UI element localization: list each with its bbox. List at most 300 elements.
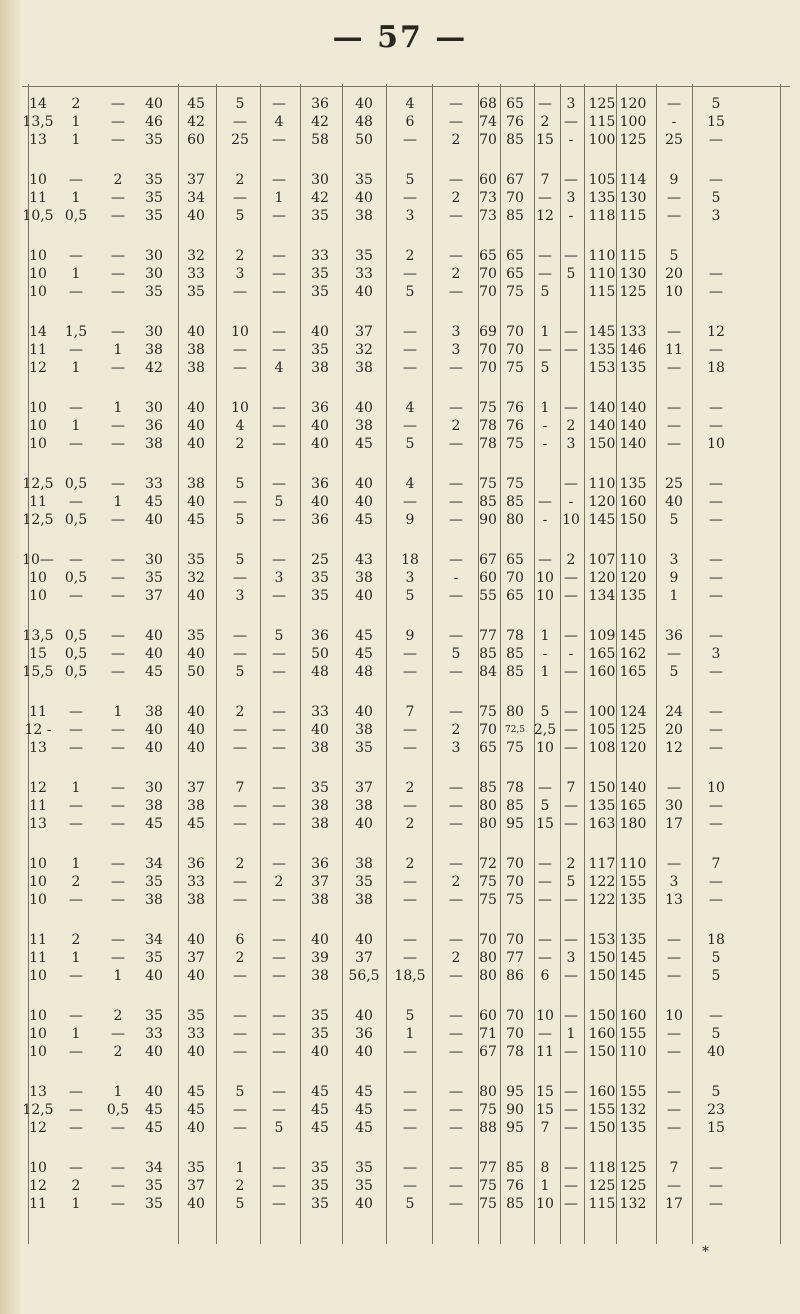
table-cell: — bbox=[564, 932, 578, 948]
table-cell: — bbox=[564, 704, 578, 720]
table-cell: — bbox=[449, 284, 463, 300]
column-rule bbox=[616, 84, 617, 1244]
table-cell: — bbox=[709, 266, 723, 282]
table-cell: 110 bbox=[619, 552, 647, 568]
table-cell: 5 bbox=[235, 208, 245, 224]
table-cell: 36 bbox=[311, 96, 329, 112]
table-cell: — bbox=[449, 816, 463, 832]
table-cell: 1,5 bbox=[64, 324, 88, 340]
table-cell: 38 bbox=[355, 360, 373, 376]
table-cell: 5 bbox=[711, 968, 721, 984]
table-cell: — bbox=[564, 114, 578, 130]
table-cell: 1 bbox=[113, 400, 123, 416]
table-cell: 13,5 bbox=[22, 628, 54, 644]
table-cell: — bbox=[69, 552, 83, 568]
table-cell: — bbox=[69, 494, 83, 510]
table-cell: 38 bbox=[187, 892, 205, 908]
column-rule bbox=[656, 84, 657, 1244]
table-cell: 10 bbox=[707, 780, 725, 796]
table-cell: 12 bbox=[665, 740, 683, 756]
table-cell: 10 bbox=[29, 400, 47, 416]
table-cell: — bbox=[449, 1102, 463, 1118]
table-cell: — bbox=[403, 892, 417, 908]
table-cell: 38 bbox=[311, 360, 329, 376]
table-cell: — bbox=[272, 892, 286, 908]
table-cell: — bbox=[667, 418, 681, 434]
table-cell: 7 bbox=[566, 780, 576, 796]
table-cell: — bbox=[233, 892, 247, 908]
table-cell: 18 bbox=[707, 360, 725, 376]
table-cell: - bbox=[542, 512, 548, 528]
table-cell: 0,5 bbox=[64, 628, 88, 644]
table-cell: — bbox=[69, 1084, 83, 1100]
table-cell: 72,5 bbox=[504, 725, 526, 735]
table-cell: 33 bbox=[311, 248, 329, 264]
table-cell: 32 bbox=[187, 248, 205, 264]
table-cell: — bbox=[449, 1008, 463, 1024]
table-cell: 35 bbox=[355, 1160, 373, 1176]
table-cell: 69 bbox=[479, 324, 497, 340]
table-cell: - bbox=[671, 114, 677, 130]
table-cell: — bbox=[449, 96, 463, 112]
table-cell: — bbox=[403, 324, 417, 340]
table-cell: 70 bbox=[479, 342, 497, 358]
table-cell: 15,5 bbox=[22, 664, 54, 680]
table-cell: — bbox=[564, 1196, 578, 1212]
table-cell: 40 bbox=[187, 1044, 205, 1060]
table-cell: 10 bbox=[29, 172, 47, 188]
table-cell: 85 bbox=[479, 780, 497, 796]
table-cell: 85 bbox=[506, 1160, 524, 1176]
table-cell: 25 bbox=[665, 476, 683, 492]
table-cell: 35 bbox=[145, 570, 163, 586]
table-cell: — bbox=[111, 780, 125, 796]
table-cell: 100 bbox=[619, 114, 647, 130]
table-cell: 12,5 bbox=[22, 512, 54, 528]
table-cell: 45 bbox=[187, 816, 205, 832]
table-cell: 42 bbox=[145, 360, 163, 376]
table-cell: 40 bbox=[665, 494, 683, 510]
table-cell: 38 bbox=[187, 476, 205, 492]
table-cell: — bbox=[449, 512, 463, 528]
table-cell: — bbox=[272, 552, 286, 568]
table-cell: — bbox=[69, 798, 83, 814]
table-cell: 75 bbox=[479, 1102, 497, 1118]
table-cell: — bbox=[403, 722, 417, 738]
table-cell: 10 bbox=[29, 1026, 47, 1042]
column-rule bbox=[178, 84, 179, 1244]
table-cell: 3 bbox=[669, 552, 679, 568]
table-cell: 7 bbox=[540, 1120, 550, 1136]
table-cell: — bbox=[111, 892, 125, 908]
table-cell: 2 bbox=[451, 132, 461, 148]
table-cell: 3 bbox=[711, 646, 721, 662]
table-cell: 35 bbox=[355, 740, 373, 756]
table-cell: — bbox=[449, 892, 463, 908]
table-cell: 140 bbox=[619, 400, 647, 416]
table-cell: 38 bbox=[187, 798, 205, 814]
table-cell: — bbox=[233, 494, 247, 510]
table-cell: 12 bbox=[29, 1178, 47, 1194]
table-cell: 145 bbox=[588, 512, 616, 528]
table-cell: 115 bbox=[619, 248, 647, 264]
table-cell: — bbox=[111, 588, 125, 604]
table-cell: — bbox=[233, 646, 247, 662]
table-cell: 70 bbox=[506, 190, 524, 206]
table-cell: 100 bbox=[588, 132, 616, 148]
table-cell: 5 bbox=[540, 798, 550, 814]
table-cell: — bbox=[69, 740, 83, 756]
table-cell: 10 bbox=[231, 324, 249, 340]
table-cell: — bbox=[709, 400, 723, 416]
table-cell: 76 bbox=[506, 418, 524, 434]
table-cell: 1 bbox=[540, 664, 550, 680]
table-cell: 0,5 bbox=[106, 1102, 130, 1118]
table-cell: 1 bbox=[113, 1084, 123, 1100]
table-cell: 4 bbox=[405, 476, 415, 492]
table-cell: 74 bbox=[479, 114, 497, 130]
table-cell: 13 bbox=[29, 740, 47, 756]
table-cell: — bbox=[667, 436, 681, 452]
table-cell: — bbox=[709, 418, 723, 434]
table-cell: — bbox=[272, 172, 286, 188]
table-cell: — bbox=[709, 132, 723, 148]
table-cell: 35 bbox=[311, 1196, 329, 1212]
table-cell: 56,5 bbox=[348, 968, 380, 984]
table-cell: 180 bbox=[619, 816, 647, 832]
table-cell: 73 bbox=[479, 208, 497, 224]
table-cell: — bbox=[564, 968, 578, 984]
table-cell: 0,5 bbox=[64, 476, 88, 492]
table-cell: 30 bbox=[145, 248, 163, 264]
table-cell: 150 bbox=[588, 968, 616, 984]
table-cell: — bbox=[233, 342, 247, 358]
table-cell: 20 bbox=[665, 722, 683, 738]
table-cell: 11 bbox=[29, 342, 47, 358]
table-cell: 135 bbox=[619, 360, 647, 376]
table-cell: 5 bbox=[669, 248, 679, 264]
table-cell: — bbox=[449, 704, 463, 720]
table-cell: — bbox=[111, 628, 125, 644]
table-cell: 12 - bbox=[24, 722, 52, 738]
table-cell: — bbox=[233, 284, 247, 300]
table-cell: — bbox=[272, 968, 286, 984]
table-cell: 35 bbox=[145, 132, 163, 148]
table-cell: 38 bbox=[311, 740, 329, 756]
table-cell: — bbox=[111, 950, 125, 966]
table-cell: 30 bbox=[665, 798, 683, 814]
table-cell: 40 bbox=[145, 96, 163, 112]
table-cell: — bbox=[111, 1160, 125, 1176]
column-rule bbox=[692, 84, 693, 1244]
table-cell: 75 bbox=[506, 740, 524, 756]
table-cell: 48 bbox=[311, 664, 329, 680]
table-cell: 80 bbox=[506, 512, 524, 528]
table-cell: 107 bbox=[588, 552, 616, 568]
table-cell: 80 bbox=[479, 950, 497, 966]
table-cell: 14 bbox=[29, 324, 47, 340]
table-cell: — bbox=[564, 324, 578, 340]
table-cell: 40 bbox=[311, 494, 329, 510]
table-cell: 76 bbox=[506, 114, 524, 130]
table-cell: 110 bbox=[588, 248, 616, 264]
table-cell: 1 bbox=[71, 856, 81, 872]
table-cell: — bbox=[449, 208, 463, 224]
table-cell: — bbox=[538, 342, 552, 358]
table-cell: 5 bbox=[540, 284, 550, 300]
table-cell: 86 bbox=[506, 968, 524, 984]
table-cell: 75 bbox=[506, 436, 524, 452]
table-cell: — bbox=[111, 208, 125, 224]
table-cell: 42 bbox=[311, 114, 329, 130]
table-cell: 3 bbox=[451, 324, 461, 340]
table-cell: — bbox=[449, 1196, 463, 1212]
table-cell: 2 bbox=[235, 704, 245, 720]
table-cell: 163 bbox=[588, 816, 616, 832]
table-cell: 10 bbox=[29, 874, 47, 890]
table-cell: 35 bbox=[145, 284, 163, 300]
table-cell: 10 bbox=[665, 284, 683, 300]
table-cell: 75 bbox=[479, 892, 497, 908]
table-cell: 70 bbox=[506, 1008, 524, 1024]
table-cell: 30 bbox=[145, 324, 163, 340]
table-cell: 45 bbox=[355, 1102, 373, 1118]
table-cell: — bbox=[69, 284, 83, 300]
table-cell: — bbox=[449, 494, 463, 510]
table-cell: — bbox=[449, 436, 463, 452]
table-cell: 115 bbox=[588, 114, 616, 130]
table-cell: 45 bbox=[145, 494, 163, 510]
table-cell: 45 bbox=[145, 1102, 163, 1118]
table-cell: — bbox=[272, 704, 286, 720]
table-cell: 35 bbox=[145, 172, 163, 188]
table-cell: 11 bbox=[29, 190, 47, 206]
table-cell: 2 bbox=[235, 1178, 245, 1194]
table-cell: 35 bbox=[145, 1196, 163, 1212]
table-cell: — bbox=[709, 552, 723, 568]
table-cell: 0,5 bbox=[64, 512, 88, 528]
table-cell: — bbox=[272, 208, 286, 224]
table-cell: 40 bbox=[355, 476, 373, 492]
table-cell: 95 bbox=[506, 1084, 524, 1100]
table-cell: — bbox=[709, 628, 723, 644]
table-cell: 1 bbox=[235, 1160, 245, 1176]
table-cell: 2 bbox=[113, 172, 123, 188]
table-cell: — bbox=[538, 932, 552, 948]
table-cell: — bbox=[403, 950, 417, 966]
table-cell: 135 bbox=[588, 190, 616, 206]
table-cell: — bbox=[69, 1008, 83, 1024]
table-cell: 40 bbox=[187, 400, 205, 416]
table-cell: 35 bbox=[311, 588, 329, 604]
table-cell: — bbox=[69, 1160, 83, 1176]
table-cell: 78 bbox=[506, 780, 524, 796]
table-cell: 7 bbox=[405, 704, 415, 720]
table-cell: 85 bbox=[506, 208, 524, 224]
table-cell: 70 bbox=[506, 874, 524, 890]
table-cell: 135 bbox=[619, 892, 647, 908]
table-cell: 35 bbox=[311, 570, 329, 586]
table-cell: — bbox=[111, 740, 125, 756]
table-cell: 15 bbox=[707, 114, 725, 130]
table-cell: 140 bbox=[619, 436, 647, 452]
table-cell: — bbox=[709, 284, 723, 300]
table-cell: — bbox=[449, 1084, 463, 1100]
table-cell: 10 bbox=[29, 968, 47, 984]
table-cell: — bbox=[233, 722, 247, 738]
table-cell: 2 bbox=[71, 1178, 81, 1194]
table-cell: — bbox=[709, 476, 723, 492]
table-cell: 40 bbox=[355, 190, 373, 206]
table-cell: 5 bbox=[669, 664, 679, 680]
table-cell: 36 bbox=[311, 512, 329, 528]
table-cell: 60 bbox=[479, 1008, 497, 1024]
table-cell: — bbox=[69, 968, 83, 984]
table-cell: 117 bbox=[588, 856, 616, 872]
table-cell: 140 bbox=[619, 780, 647, 796]
table-cell: 2 bbox=[451, 266, 461, 282]
table-cell: 3 bbox=[566, 96, 576, 112]
table-cell: — bbox=[272, 436, 286, 452]
table-cell: 20 bbox=[665, 266, 683, 282]
table-cell: — bbox=[272, 132, 286, 148]
table-cell: 5 bbox=[235, 512, 245, 528]
table-cell: 5 bbox=[274, 1120, 284, 1136]
table-cell: 2 bbox=[235, 950, 245, 966]
footnote-mark: * bbox=[702, 1244, 709, 1260]
table-cell: — bbox=[538, 552, 552, 568]
table-cell: 34 bbox=[187, 190, 205, 206]
table-cell: 0,5 bbox=[64, 664, 88, 680]
table-cell: — bbox=[667, 1102, 681, 1118]
table-cell: 50 bbox=[311, 646, 329, 662]
table-cell: 12,5 bbox=[22, 476, 54, 492]
table-cell: — bbox=[538, 892, 552, 908]
table-cell: — bbox=[69, 588, 83, 604]
table-cell: — bbox=[564, 342, 578, 358]
table-cell: 40 bbox=[311, 418, 329, 434]
table-cell: 10 bbox=[562, 512, 580, 528]
table-cell: 35 bbox=[311, 1008, 329, 1024]
table-cell: — bbox=[538, 874, 552, 890]
table-cell: — bbox=[272, 248, 286, 264]
table-cell: 40 bbox=[187, 722, 205, 738]
table-cell: — bbox=[667, 1120, 681, 1136]
table-cell: 160 bbox=[588, 664, 616, 680]
table-cell: 35 bbox=[145, 950, 163, 966]
table-cell: — bbox=[564, 1084, 578, 1100]
table-cell: 155 bbox=[619, 1026, 647, 1042]
table-cell: — bbox=[111, 284, 125, 300]
table-cell: — bbox=[403, 1178, 417, 1194]
table-cell: — bbox=[111, 798, 125, 814]
table-cell: — bbox=[233, 114, 247, 130]
table-cell: 5 bbox=[235, 1084, 245, 1100]
table-cell: — bbox=[449, 856, 463, 872]
table-cell: — bbox=[272, 284, 286, 300]
table-cell: 3 bbox=[405, 570, 415, 586]
table-cell: 150 bbox=[588, 436, 616, 452]
table-cell: — bbox=[233, 570, 247, 586]
table-cell: 100 bbox=[588, 704, 616, 720]
table-cell: 65 bbox=[479, 248, 497, 264]
table-cell: 40 bbox=[187, 1120, 205, 1136]
table-cell: 35 bbox=[311, 1160, 329, 1176]
table-cell: 140 bbox=[588, 400, 616, 416]
table-cell: 10 bbox=[29, 588, 47, 604]
table-cell: 37 bbox=[187, 172, 205, 188]
table-cell: 80 bbox=[479, 1084, 497, 1100]
table-cell: 38 bbox=[145, 436, 163, 452]
table-cell: 1 bbox=[71, 266, 81, 282]
table-cell: — bbox=[564, 1160, 578, 1176]
table-cell: — bbox=[111, 248, 125, 264]
table-cell: 40 bbox=[187, 588, 205, 604]
table-cell: 40 bbox=[187, 968, 205, 984]
table-cell: 35 bbox=[187, 284, 205, 300]
table-cell: 40 bbox=[187, 324, 205, 340]
table-cell: — bbox=[111, 418, 125, 434]
table-cell: 108 bbox=[588, 740, 616, 756]
table-cell: 3 bbox=[451, 342, 461, 358]
table-cell: 7 bbox=[540, 172, 550, 188]
table-cell: 38 bbox=[355, 418, 373, 434]
table-cell: 10 bbox=[29, 436, 47, 452]
table-cell: 45 bbox=[187, 96, 205, 112]
table-cell: 133 bbox=[619, 324, 647, 340]
table-cell: 10 bbox=[231, 400, 249, 416]
table-cell: 135 bbox=[619, 476, 647, 492]
table-cell: 38 bbox=[355, 570, 373, 586]
table-cell: — bbox=[272, 932, 286, 948]
table-cell: 5 bbox=[235, 1196, 245, 1212]
table-cell: 75 bbox=[506, 476, 524, 492]
table-cell: 45 bbox=[355, 512, 373, 528]
table-cell: — bbox=[272, 324, 286, 340]
table-cell: 45 bbox=[187, 512, 205, 528]
table-cell: 78 bbox=[506, 1044, 524, 1060]
column-rule bbox=[534, 84, 535, 1244]
table-cell: 135 bbox=[588, 342, 616, 358]
table-cell: 65 bbox=[506, 248, 524, 264]
table-cell: — bbox=[111, 1178, 125, 1194]
table-cell: 145 bbox=[588, 324, 616, 340]
table-cell: — bbox=[449, 1178, 463, 1194]
table-cell: 36 bbox=[311, 628, 329, 644]
table-cell: 67 bbox=[479, 1044, 497, 1060]
table-cell: — bbox=[111, 436, 125, 452]
table-cell: — bbox=[272, 1178, 286, 1194]
table-cell: 3 bbox=[235, 588, 245, 604]
table-cell: 10 bbox=[29, 248, 47, 264]
table-cell: — bbox=[403, 1084, 417, 1100]
table-cell: — bbox=[403, 266, 417, 282]
table-cell: — bbox=[449, 1120, 463, 1136]
table-cell: 33 bbox=[311, 704, 329, 720]
table-cell: 34 bbox=[145, 1160, 163, 1176]
table-cell: 12 bbox=[29, 780, 47, 796]
table-cell: — bbox=[709, 588, 723, 604]
table-cell: 2 bbox=[71, 932, 81, 948]
table-cell: 15 bbox=[707, 1120, 725, 1136]
table-cell: 77 bbox=[479, 628, 497, 644]
table-cell: 40 bbox=[187, 418, 205, 434]
table-cell: 5 bbox=[235, 96, 245, 112]
table-cell: 3 bbox=[235, 266, 245, 282]
table-cell: 70 bbox=[506, 570, 524, 586]
table-cell: 11 bbox=[665, 342, 683, 358]
table-cell: 40 bbox=[355, 816, 373, 832]
